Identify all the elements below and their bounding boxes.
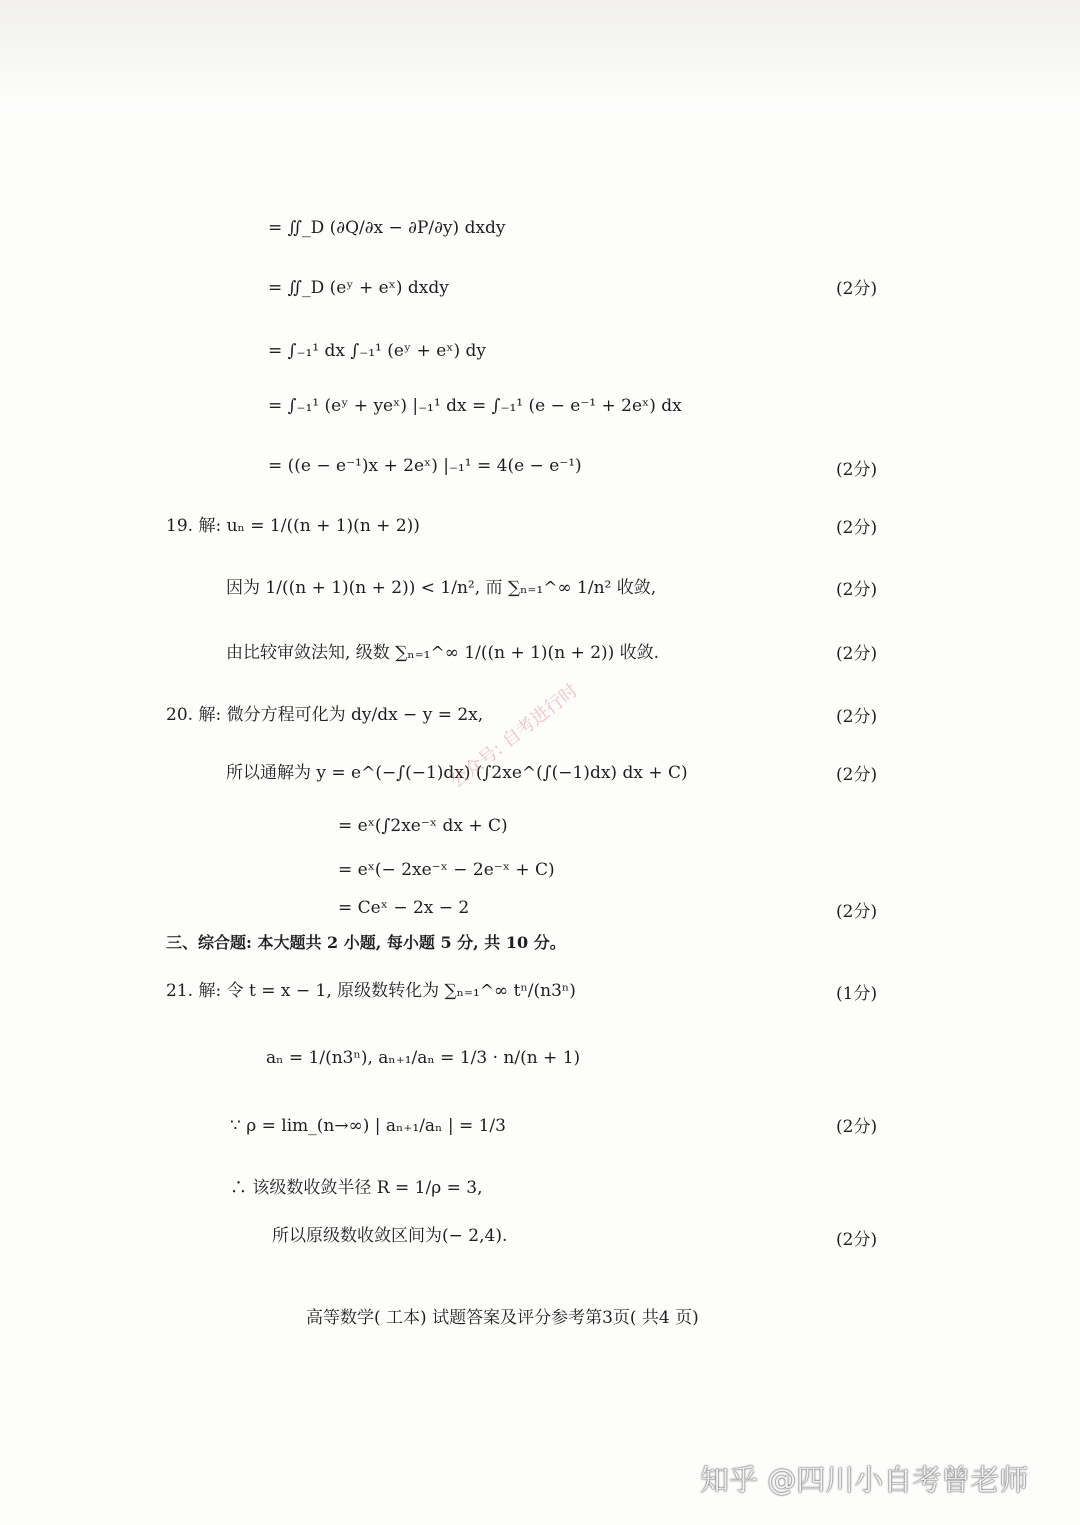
sol20-line3: = eˣ(∫2xe⁻ˣ dx + C)	[338, 816, 508, 836]
sol18-step5: = ((e − e⁻¹)x + 2eˣ) |₋₁¹ = 4(e − e⁻¹)	[268, 456, 582, 476]
sol19-line3-score: (2分)	[836, 644, 878, 664]
sol21-line5-score: (2分)	[836, 1230, 878, 1250]
sol21-line3: ∵ ρ = lim_(n→∞) | aₙ₊₁/aₙ | = 1/3	[230, 1116, 506, 1136]
sol18-step3: = ∫₋₁¹ dx ∫₋₁¹ (eʸ + eˣ) dy	[268, 341, 486, 361]
sol18-step2-score: (2分)	[836, 279, 878, 299]
sol20-line5: = Ceˣ − 2x − 2	[338, 898, 470, 918]
sol19-line1: 19. 解: uₙ = 1/((n + 1)(n + 2))	[166, 516, 420, 536]
sol20-line5-score: (2分)	[836, 902, 878, 922]
sol20-line1-score: (2分)	[836, 707, 878, 727]
sol19-line1-score: (2分)	[836, 518, 878, 538]
center-watermark: 公众号: 自考进行时	[446, 679, 583, 793]
sol20-line2-score: (2分)	[836, 765, 878, 785]
sol21-line4: ∴ 该级数收敛半径 R = 1/ρ = 3,	[230, 1178, 483, 1198]
sol20-line2: 所以通解为 y = e^(−∫(−1)dx) (∫2xe^(∫(−1)dx) dx + C)	[226, 763, 688, 783]
sol21-line5: 所以原级数收敛区间为(− 2,4).	[272, 1226, 508, 1246]
corner-watermark: 知乎 @四川小自考曾老师	[700, 1463, 1029, 1497]
section-three-title: 三、综合题: 本大题共 2 小题, 每小题 5 分, 共 10 分。	[166, 933, 566, 952]
sol21-line1-score: (1分)	[836, 984, 878, 1004]
scan-shadow	[0, 0, 1080, 110]
sol21-line3-score: (2分)	[836, 1117, 878, 1137]
sol21-line2: aₙ = 1/(n3ⁿ), aₙ₊₁/aₙ = 1/3 · n/(n + 1)	[266, 1048, 581, 1068]
sol19-line2-score: (2分)	[836, 580, 878, 600]
sol21-line1: 21. 解: 令 t = x − 1, 原级数转化为 ∑ₙ₌₁^∞ tⁿ/(n3ⁿ)	[166, 981, 576, 1001]
sol18-step2: = ∬_D (eʸ + eˣ) dxdy	[268, 278, 449, 298]
sol19-line2: 因为 1/((n + 1)(n + 2)) < 1/n², 而 ∑ₙ₌₁^∞ 1/n² 收敛,	[226, 578, 657, 598]
sol20-line4: = eˣ(− 2xe⁻ˣ − 2e⁻ˣ + C)	[338, 860, 555, 880]
page-footer: 高等数学( 工本) 试题答案及评分参考第3页( 共4 页)	[306, 1308, 699, 1328]
sol18-step4: = ∫₋₁¹ (eʸ + yeˣ) |₋₁¹ dx = ∫₋₁¹ (e − e⁻¹ + 2eˣ) dx	[268, 396, 682, 416]
sol20-line1: 20. 解: 微分方程可化为 dy/dx − y = 2x,	[166, 705, 484, 725]
sol18-step5-score: (2分)	[836, 460, 878, 480]
sol19-line3: 由比较审敛法知, 级数 ∑ₙ₌₁^∞ 1/((n + 1)(n + 2)) 收敛.	[226, 643, 660, 663]
sol18-step1: = ∬_D (∂Q/∂x − ∂P/∂y) dxdy	[268, 218, 506, 238]
